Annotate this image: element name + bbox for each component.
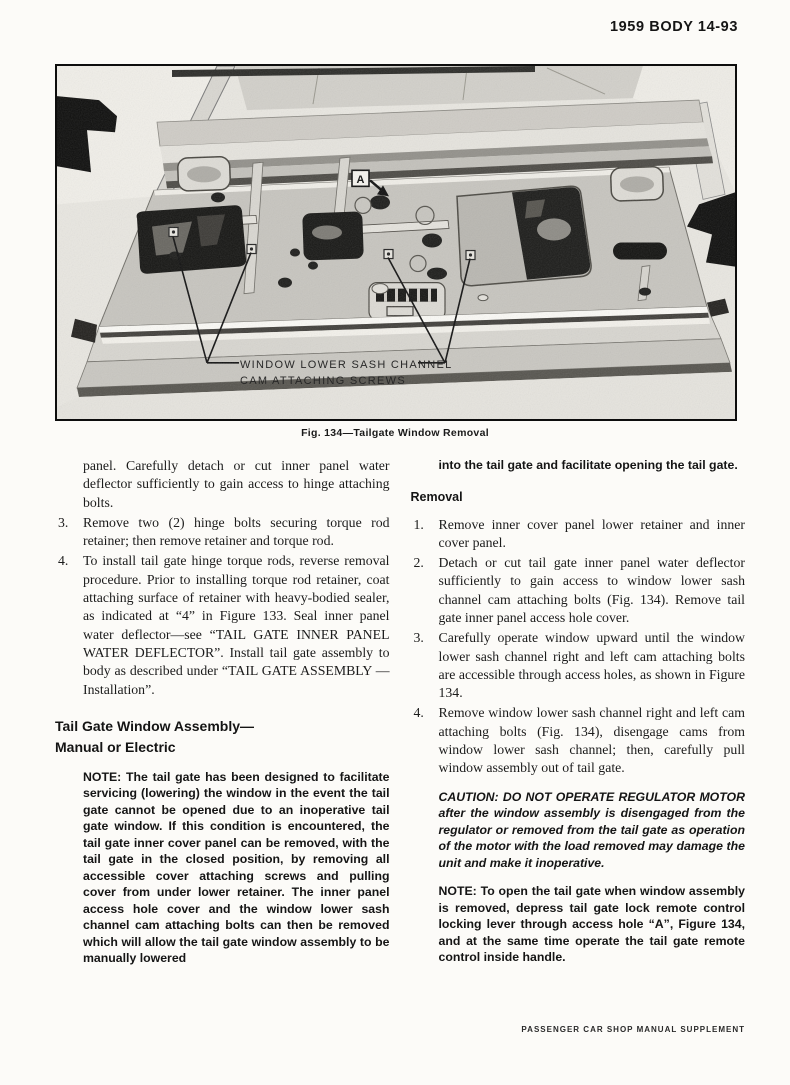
list-item — [411, 516, 746, 553]
list-text: To install tail gate hinge torque rods, reverse removal procedure. Prior to installing torque rod retainer, coat attaching surface of retainer with heavy-bodied sealer, as indicated at “4” in Figure 133. Seal inner panel water deflector—see “TAIL GATE INNER PANEL WATER DEFLECTOR”. Install tail gate assembly to body as described under “TAIL GATE ASSEMBLY — Installation”. — [83, 553, 390, 697]
photo-grain — [57, 66, 735, 419]
tailgate-photo-illustration — [57, 66, 735, 419]
callout-a-letter: A — [356, 173, 365, 186]
right-column — [411, 457, 746, 967]
page-footer: PASSENGER CAR SHOP MANUAL SUPPLEMENT — [521, 1025, 745, 1034]
note-continuation: into the tail gate and facilitate opening the tail gate. — [438, 458, 738, 472]
list-item — [411, 704, 746, 777]
section-heading-line1: Tail Gate Window Assembly— — [55, 717, 255, 734]
list-text: Remove inner cover panel lower retainer and inner cover panel. — [438, 516, 745, 550]
note-paragraph: NOTE: To open the tail gate when window assembly is removed, depress tail gate lock remote control locking lever through access hole “A”, Figure 134, and at the same time operate the tail gate remote control inside handle. — [438, 884, 745, 965]
list-number: 3. — [413, 630, 424, 646]
list-item — [411, 554, 746, 627]
list-number: 4. — [58, 553, 69, 569]
caution-paragraph: CAUTION: DO NOT OPERATE REGULATOR MOTOR after the window assembly is disengaged from the regulator or removed from the tail gate as operation of the motor with the load removed may damage the unit and make it inoperative. — [438, 789, 745, 870]
text-columns — [55, 457, 745, 967]
photo-label-line1: WINDOW LOWER SASH CHANNEL — [240, 358, 453, 371]
removal-heading: Removal — [410, 489, 463, 504]
list-text: Detach or cut tail gate inner panel water deflector sufficiently to gain access to window lower sash channel cam attaching bolts (Fig. 134). Remove tail gate inner panel access hole cover. — [438, 555, 745, 625]
photo-label-line2: CAM ATTACHING SCREWS — [240, 374, 406, 387]
list-number: 4. — [413, 705, 424, 721]
list-item — [55, 514, 390, 551]
section-heading — [55, 716, 390, 758]
page-header: 1959 BODY 14-93 — [609, 19, 738, 35]
list-number: 2. — [413, 555, 424, 571]
list-text: Remove two (2) hinge bolts securing torque rod retainer; then remove retainer and torque rod. — [83, 514, 390, 549]
section-heading-line2: Manual or Electric — [55, 738, 176, 755]
list-text: Carefully operate window upward until the window lower sash channel right and left cam attaching bolts are accessible through access holes, as shown in Figure 134. — [438, 630, 745, 701]
list-number: 3. — [58, 514, 69, 530]
list-text: Remove window lower sash channel right and left cam attaching bolts (Fig. 134), disengage cams from window lower sash channel; then, carefully pull window assembly out of tail gate. — [438, 705, 745, 776]
figure-caption: Fig. 134—Tailgate Window Removal — [301, 427, 489, 439]
list-number: 1. — [413, 516, 424, 532]
paragraph-continuation: panel. Carefully detach or cut inner panel water deflector sufficiently to gain access to hinge attaching bolts. — [83, 458, 390, 510]
figure-134-photo — [55, 64, 737, 421]
left-column — [55, 457, 390, 967]
list-item — [411, 629, 746, 702]
note-paragraph: NOTE: The tail gate has been designed to facilitate servicing (lowering) the window in the event the tail gate cannot be opened due to an inoperative tail gate window. If this condition is encountered, the tail gate inner cover panel can be removed, with the tail gate in the closed position, by removing all accessible cover attaching screws and pulling cover from under lower retainer. The inner panel access hole cover and the window lower sash channel cam attaching bolts can then be removed which will allow the tail gate window assembly to be manually lowered — [83, 769, 390, 966]
list-item — [55, 552, 390, 698]
